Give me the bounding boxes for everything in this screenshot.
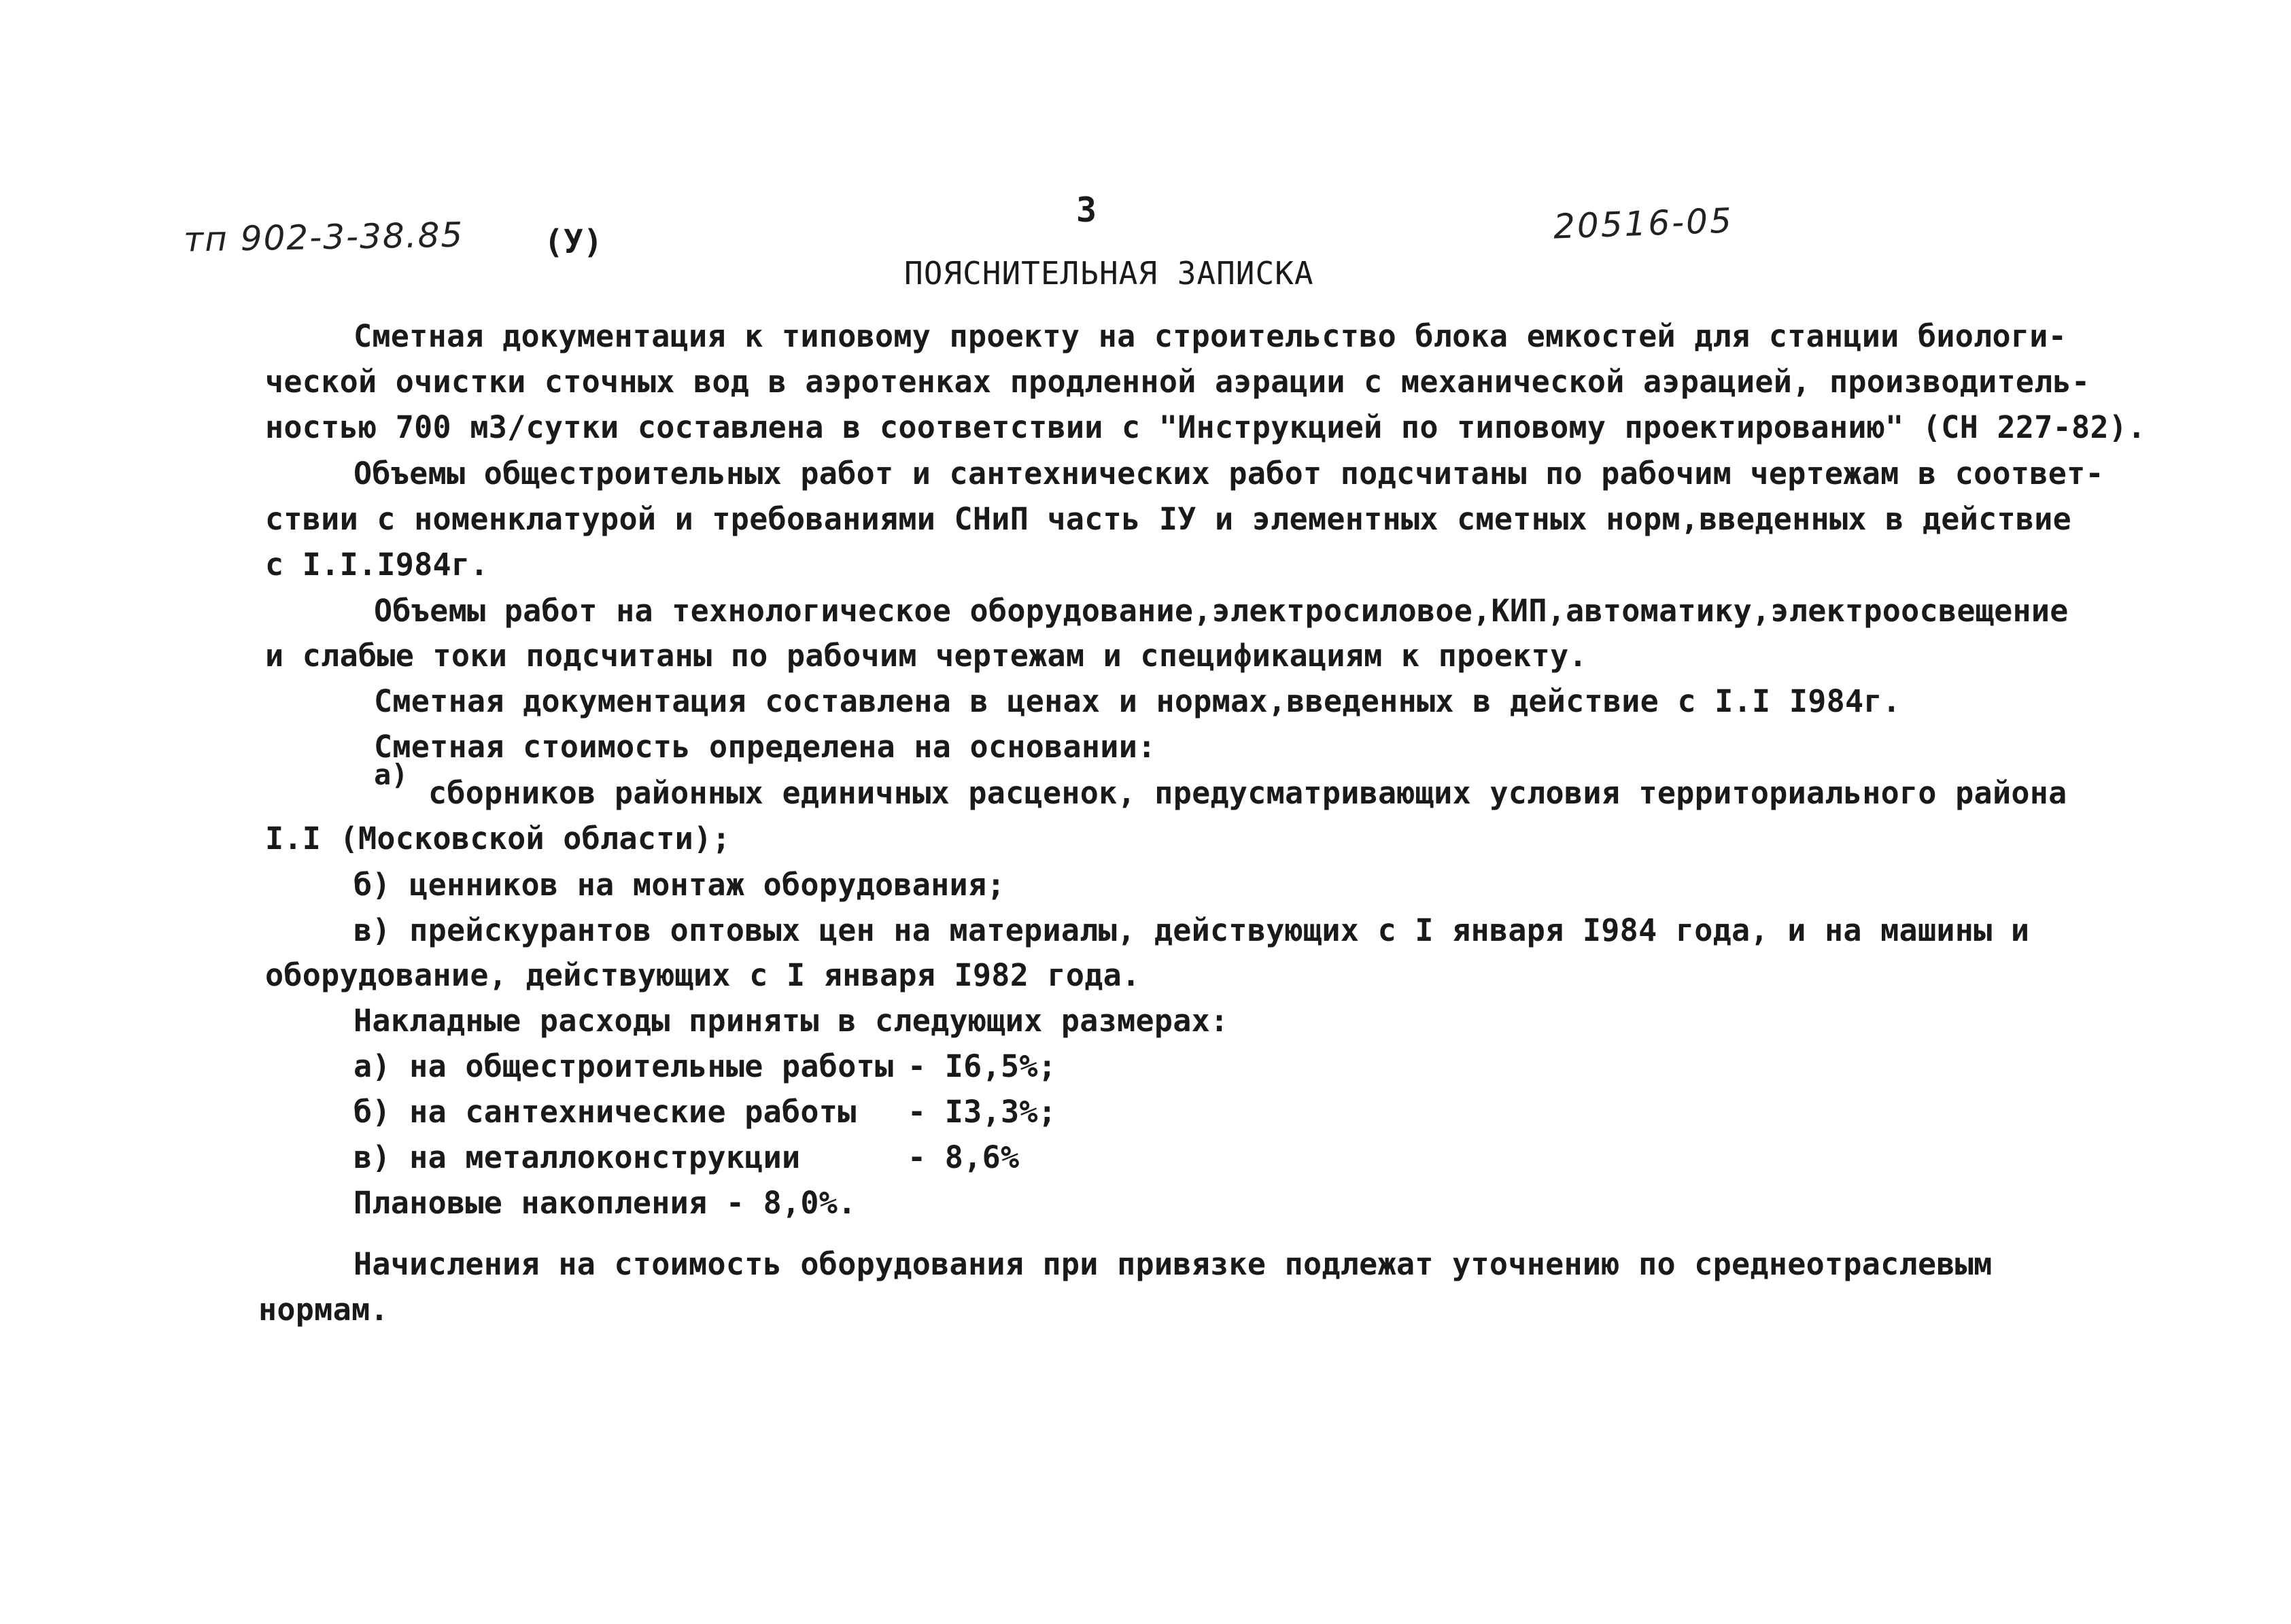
paragraph-line: Сметная документация составлена в ценах и нормах,введенных в действие с I.I I984г. [374,683,1901,719]
paragraph-line: Накладные расходы приняты в следующих размерах: [354,1003,1229,1039]
inventory-number: 20516-05 [1553,201,1734,247]
paragraph-line: Плановые накопления - 8,0%. [354,1185,857,1221]
paragraph-line: Сметная документация к типовому проекту на строительство блока емкостей для станции биологи- [354,318,2067,354]
list-item-value: - I3,3%; [908,1094,1057,1130]
paragraph-line: и слабые токи подсчитаны по рабочим чертежам и спецификациям к проекту. [265,638,1587,674]
list-item: сборников районных единичных расценок, предусматривающих условия территориального района [428,775,2067,811]
paragraph-line: Сметная стоимость определена на основании: [374,729,1156,765]
list-item: в) на металлоконструкции [354,1139,801,1175]
paragraph-line: с I.I.I984г. [265,547,489,583]
list-item: оборудование, действующих с I января I982 года. [265,957,1141,993]
list-item-value: - 8,6% [908,1139,1020,1175]
doc-mark: (У) [544,223,603,261]
paragraph-line: Объемы общестроительных работ и сантехнических работ подсчитаны по рабочим чертежам в соответ- [354,455,2104,491]
list-item: I.I (Московской области); [265,820,731,857]
paragraph-line: ностью 700 м3/сутки составлена в соответствии с "Инструкцией по типовому проектированию" (СН 227-82). [265,409,2146,445]
paragraph-line: ствии с номенклатурой и требованиями СНиП часть IУ и элементных сметных норм,введенных в действие [265,501,2072,537]
page-title: ПОЯСНИТЕЛЬНАЯ ЗАПИСКА [904,255,1314,292]
paragraph-line: Объемы работ на технологическое оборудование,электросиловое,КИП,автоматику,электроосвещение [374,593,2069,629]
paragraph-line: ческой очистки сточных вод в аэротенках продленной аэрации с механической аэрацией, производитель- [265,364,2090,400]
page-number: 3 [1076,190,1097,230]
list-item: б) ценников на монтаж оборудования; [354,867,1005,903]
list-marker: а) [374,758,409,791]
paragraph-line: нормам. [258,1292,389,1328]
list-item: б) на сантехнические работы [354,1094,857,1130]
list-item: а) на общестроительные работы [354,1048,894,1084]
paragraph-line: Начисления на стоимость оборудования при привязке подлежат уточнению по среднеотраслевым [354,1246,1993,1282]
list-item-value: - I6,5%; [908,1048,1057,1084]
doc-code: тп 902-3-38.85 [183,215,464,260]
list-item: в) прейскурантов оптовых цен на материалы, действующих с I января I984 года, и на машины и [354,912,2030,948]
